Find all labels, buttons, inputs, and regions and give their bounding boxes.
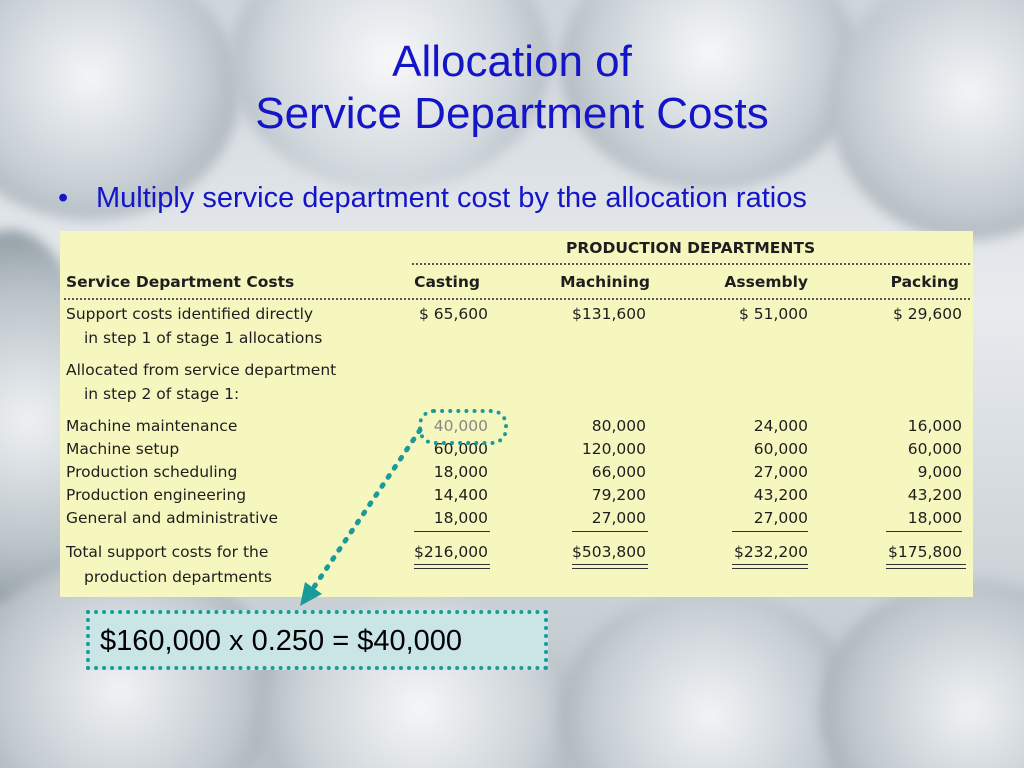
- direct-cost-casting: $ 65,600: [418, 305, 488, 323]
- cell-casting: 40,000: [433, 417, 488, 435]
- direct-costs-label-1: Support costs identified directly: [66, 305, 314, 323]
- direct-cost-machining: $131,600: [572, 305, 646, 323]
- bullet-mark: •: [58, 182, 69, 214]
- cell-assembly: 27,000: [753, 509, 808, 527]
- row-label: Production engineering: [66, 486, 247, 504]
- row-label: General and administrative: [66, 509, 279, 527]
- cell-machining: 120,000: [581, 440, 646, 458]
- row-label: Machine maintenance: [66, 417, 238, 435]
- cell-packing: 18,000: [907, 509, 962, 527]
- slide-title-line-2: Service Department Costs: [255, 89, 769, 138]
- cell-assembly: 43,200: [753, 486, 808, 504]
- cell-assembly: 24,000: [753, 417, 808, 435]
- cell-machining: 66,000: [591, 463, 646, 481]
- row-label: Production scheduling: [66, 463, 238, 481]
- cell-casting: 18,000: [433, 509, 488, 527]
- column-header-machining: Machining: [560, 273, 650, 291]
- total-machining: $503,800: [572, 543, 646, 561]
- cell-casting: 60,000: [433, 440, 488, 458]
- cell-casting: 14,400: [433, 486, 488, 504]
- allocated-label-2: in step 2 of stage 1:: [84, 385, 240, 403]
- allocated-label-1: Allocated from service department: [66, 361, 337, 379]
- service-department-costs-header: Service Department Costs: [66, 273, 295, 291]
- cell-machining: 79,200: [591, 486, 646, 504]
- total-label-2: production departments: [84, 568, 272, 586]
- direct-costs-label-2: in step 1 of stage 1 allocations: [84, 329, 323, 347]
- column-header-casting: Casting: [414, 273, 480, 291]
- row-label: Machine setup: [66, 440, 180, 458]
- cell-assembly: 27,000: [753, 463, 808, 481]
- formula-box: [86, 610, 548, 670]
- cell-machining: 27,000: [591, 509, 646, 527]
- total-casting: $216,000: [414, 543, 488, 561]
- cell-packing: 60,000: [907, 440, 962, 458]
- formula-text: $160,000 x 0.250 = $40,000: [100, 625, 463, 657]
- cell-assembly: 60,000: [753, 440, 808, 458]
- cell-casting: 18,000: [433, 463, 488, 481]
- cell-machining: 80,000: [591, 417, 646, 435]
- production-departments-header: PRODUCTION DEPARTMENTS: [566, 239, 816, 257]
- total-packing: $175,800: [888, 543, 962, 561]
- total-assembly: $232,200: [734, 543, 808, 561]
- bullet-text: Multiply service department cost by the allocation ratios: [96, 182, 807, 214]
- direct-cost-assembly: $ 51,000: [738, 305, 808, 323]
- cell-packing: 43,200: [907, 486, 962, 504]
- slide-title-line-1: Allocation of: [392, 37, 632, 86]
- direct-cost-packing: $ 29,600: [892, 305, 962, 323]
- cell-packing: 9,000: [917, 463, 962, 481]
- column-header-packing: Packing: [890, 273, 959, 291]
- cell-packing: 16,000: [907, 417, 962, 435]
- total-label-1: Total support costs for the: [66, 543, 269, 561]
- column-header-assembly: Assembly: [724, 273, 808, 291]
